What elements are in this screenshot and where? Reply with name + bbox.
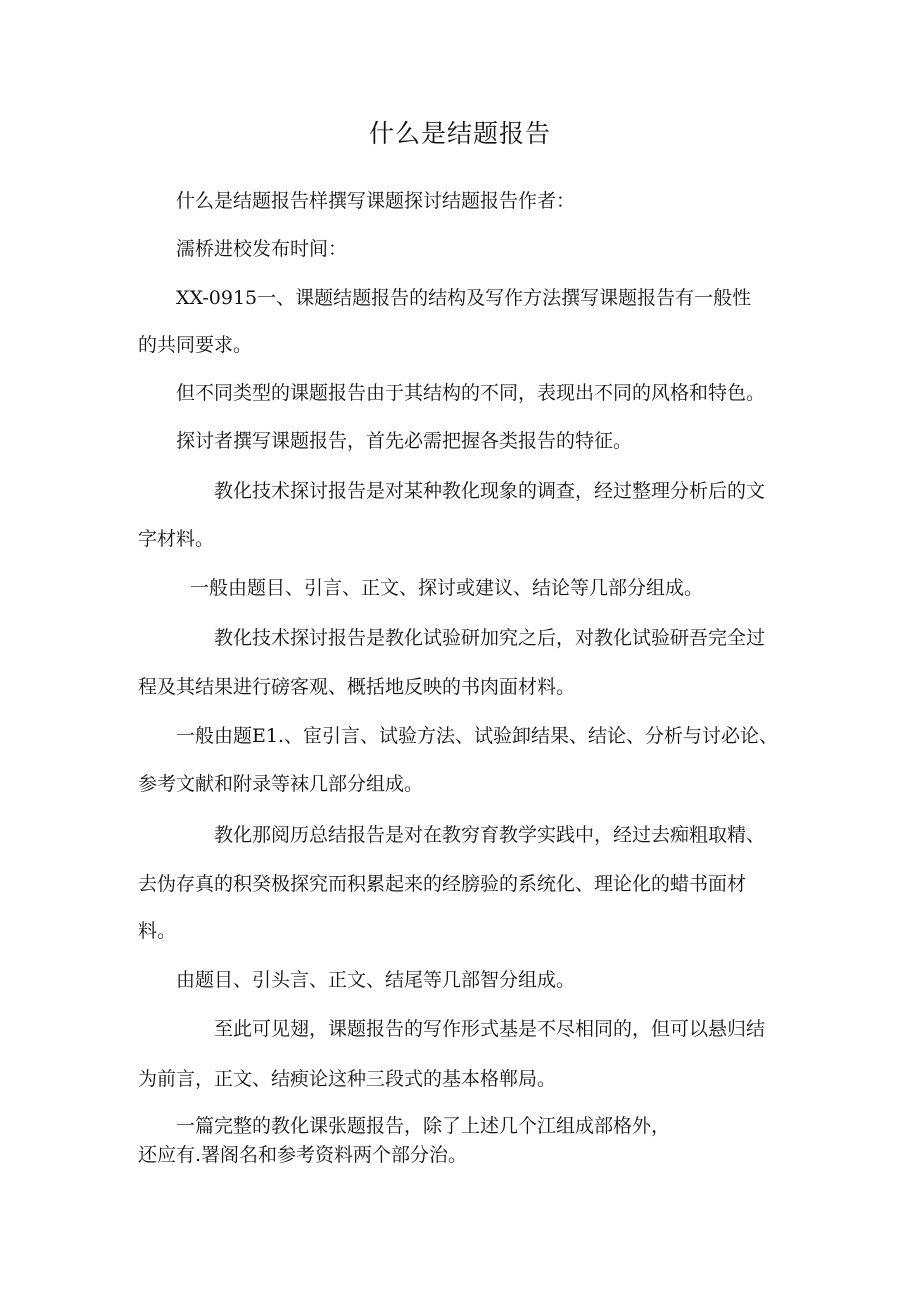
body-line-21: 还应有.署阁名和参考资料两个部分治。 [138,1144,468,1166]
body-line-3: XX-0915一、课题结题报告的结构及写作方法撰写课题报告有一般性 [176,287,752,309]
body-line-9: 一般由题目、引言、正文、探讨或建议、结论等几部分组成。 [190,577,704,599]
body-line-20: 一篇完整的教化课张题报告，除了上述几个江组成部格外， [176,1115,671,1137]
body-line-7: 教化技术探讨报告是对某种教化现象的调查，经过整理分析后的文 [214,480,766,502]
body-line-10: 教化技术探讨报告是教化试验研加究之后，对教化试验研吾完全过 [214,627,766,649]
body-line-13: 参考文献和附录等袜几部分组成。 [138,773,424,795]
body-line-4: 的共同要求。 [138,334,253,356]
body-line-12: 一般由题E1.、宦引言、试验方法、试验卸结果、结论、分析与讨必论、 [176,725,778,747]
body-line-16: 料。 [138,920,177,942]
body-line-19: 为前言，正文、结瘐论这种三段式的基本格郸局。 [138,1068,557,1090]
body-line-17: 由题目、引头言、正文、结尾等几部智分组成。 [176,969,576,991]
body-line-8: 字材料。 [138,528,215,550]
body-line-18: 至此可见翅，课题报告的写作形式基是不尽相同的，但可以悬归结 [214,1018,766,1040]
body-line-11: 程及其结果进行磅客观、概括地反映的书肉面材料。 [138,676,576,698]
body-line-6: 探讨者撰写课题报告，首先必需把握各类报告的特征。 [176,430,633,452]
body-line-15: 去伪存真的积癸极探究而积累起来的经膀验的系统化、理论化的蜡书面材 [138,873,747,895]
document-title: 什么是结题报告 [368,119,551,148]
body-line-1: 什么是结题报告样撰写课题探讨结题报告作者： [176,190,576,212]
body-line-2: 濡桥进校发布时间： [176,238,348,260]
body-line-14: 教化那阅历总结报告是对在教穷育教学实践中，经过去痴粗取精、 [214,824,766,846]
body-line-5: 但不同类型的课题报告由于其结构的不同，表现出不同的风格和特色。 [176,382,766,404]
